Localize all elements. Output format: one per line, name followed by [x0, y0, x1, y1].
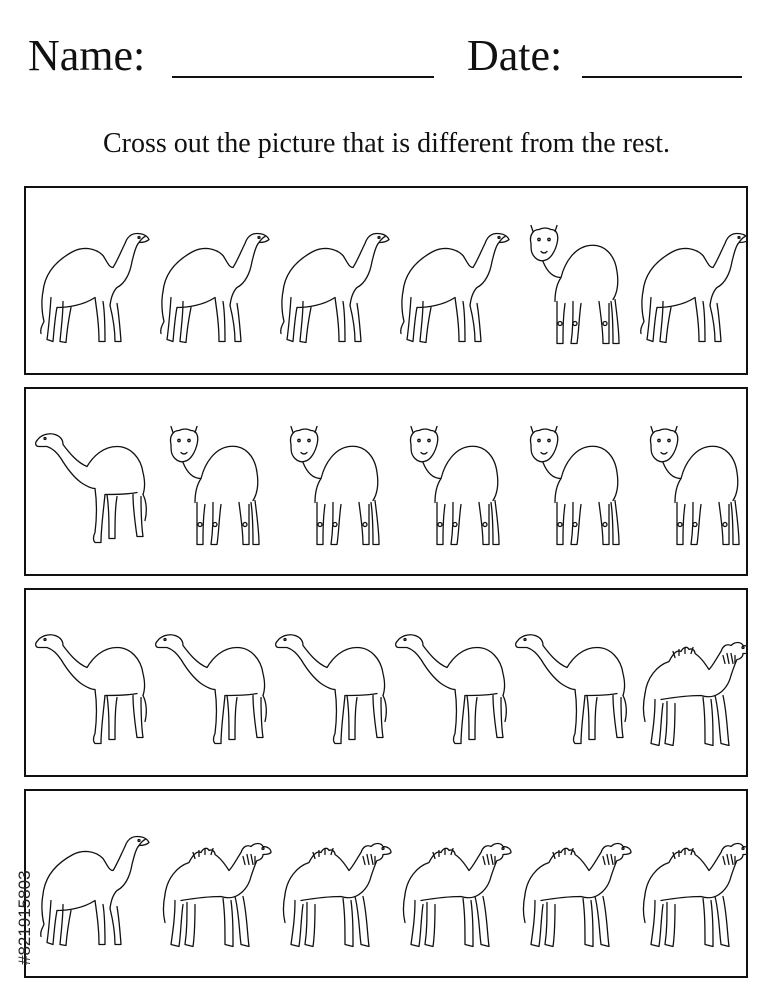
- row-illustrations: [26, 188, 746, 373]
- camel-side-picture[interactable]: [41, 837, 149, 946]
- instruction-text: Cross out the picture that is different from the rest.: [102, 128, 671, 159]
- date-field-line[interactable]: [582, 76, 742, 78]
- worksheet-header: [0, 0, 773, 100]
- camel-front-picture[interactable]: [290, 427, 379, 545]
- date-label: Date:: [467, 31, 563, 80]
- stock-id-watermark: [8, 760, 38, 970]
- camel-hairy-picture[interactable]: [644, 643, 747, 746]
- camel-front-picture[interactable]: [410, 427, 499, 545]
- puzzle-row-3: [24, 588, 748, 777]
- camel-hairy-picture[interactable]: [524, 844, 632, 947]
- camel-front-picture[interactable]: [170, 427, 259, 545]
- puzzle-row-1: [24, 186, 748, 375]
- camel-hairy-picture[interactable]: [404, 844, 512, 947]
- svg-text:#821915803: #821915803: [15, 870, 34, 965]
- camel-hairy-picture[interactable]: [164, 844, 272, 947]
- camel-hairy-picture[interactable]: [644, 844, 747, 947]
- row-illustrations: [26, 389, 746, 574]
- row-illustrations: [26, 791, 746, 976]
- camel-profile-picture[interactable]: [396, 635, 507, 744]
- camel-front-picture[interactable]: [530, 427, 619, 545]
- camel-profile-picture[interactable]: [36, 434, 147, 543]
- camel-side-picture[interactable]: [161, 234, 269, 343]
- camel-hairy-picture[interactable]: [284, 844, 392, 947]
- name-field-line[interactable]: [172, 76, 434, 78]
- camel-profile-picture[interactable]: [276, 635, 387, 744]
- row-illustrations: [26, 590, 746, 775]
- puzzle-row-2: [24, 387, 748, 576]
- camel-side-picture[interactable]: [401, 234, 509, 343]
- camel-profile-picture[interactable]: [36, 635, 147, 744]
- camel-side-picture[interactable]: [641, 234, 746, 343]
- camel-profile-picture[interactable]: [516, 635, 627, 744]
- puzzle-row-4: [24, 789, 748, 978]
- camel-front-picture[interactable]: [530, 226, 619, 344]
- camel-profile-picture[interactable]: [156, 635, 267, 744]
- camel-side-picture[interactable]: [281, 234, 389, 343]
- camel-front-picture[interactable]: [650, 427, 739, 545]
- camel-side-picture[interactable]: [41, 234, 149, 343]
- name-label: Name:: [28, 31, 146, 80]
